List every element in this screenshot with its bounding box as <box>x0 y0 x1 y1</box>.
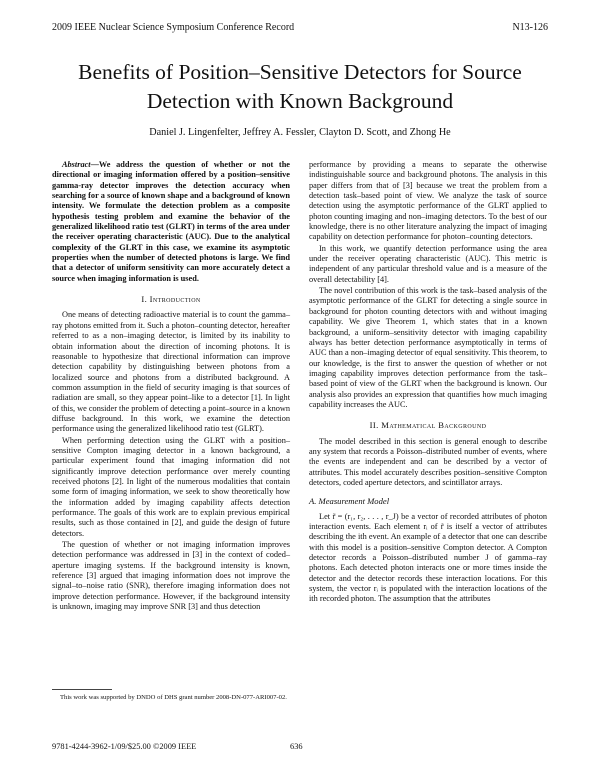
section-heading-math-background: II. Mathematical Background <box>369 420 487 431</box>
funding-footnote: This work was supported by DNDO of DHS grant number 2008-DN-077-ARI007-02. <box>60 694 287 701</box>
intro-paragraph-6: The novel contribution of this work is the task–based analysis of the asymptotic performance of the GLRT for detecting a single source in background for photon counting detectors with and without imaging capability. We give Theorem 1, which states that in a known background, a uniform–sensitivity detector with imaging capability always has better detection performance asymptotically in terms of AUC than a non–imaging detector of equal sensitivity. This theorem, to our knowledge, is the first to answer the question of whether or not imaging capability improves detection performance from the task–based point of view of the GLRT when the background is known. Our analysis also provides an expression that quantifies how much imaging capability increases the AUC. <box>309 286 547 409</box>
title-line-1: Benefits of Position–Sensitive Detectors for Source <box>78 60 522 84</box>
abstract <box>52 160 290 284</box>
paper-title <box>30 58 570 116</box>
intro-paragraph-1: One means of detecting radioactive material is to count the gamma–ray photons emitted from it. Such a photon–counting detector, hereafter referred to as a non–imaging detector, is limited by its inability to obtain information about the direction of incoming photons. It is reasonable to hypothesize that directional information can improve detection capability by distinguishing between photons from a localized source and photons from a distributed background. A common assumption in the field of security imaging is that sources of radiation are small, so they appear point–like to a detector [1]. In light of this, we consider the problem of detecting a point–source in a known diffuse background. In this work, we examine the detection performance using the generalized likelihood ratio test (GLRT). <box>52 310 291 434</box>
abstract-text: We address the question of whether or not the directional or imaging information offered by a position–sensitive gamma-ray detector improves the detection accuracy when searching for a source of known shape and a background of known intensity. We formulate the detection problem as a composite hypothesis testing problem and examine the behavior of the generalized likelihood ratio test (GLRT) in terms of the area under the receiver operating characteristic (AUC). Due to the analytical complexity of the GLRT in this case, we examine its asymptotic properties when the number of detected photons is large. We find that a detector of uniform sensitivity can more accurately detect a source when imaging information is used. <box>52 160 290 283</box>
intro-paragraph-5: In this work, we quantify detection performance using the area under the receiver operating characteristic (AUC). This metric is independent of any particular threshold value and is a measure of the overall detectability [4]. <box>309 243 547 284</box>
page-number: 636 <box>290 742 303 751</box>
conference-name: 2009 IEEE Nuclear Science Symposium Conference Record <box>52 22 295 33</box>
intro-paragraph-2: When performing detection using the GLRT with a position–sensitive Compton imaging detector in a known background, a particular experiment found that imaging information did not significantly improve detection performance over merely counting received photons [2]. In light of the numerous modalities that contain some form of imaging information, we seek to show theoretically how the information added by imaging capability affects detection performance. The goals of this work are to explain previous empirical results, such as those contained in [2], and guide the design of future detectors. <box>52 435 290 538</box>
title-line-2: Detection with Known Background <box>146 89 454 113</box>
abstract-lead: Abstract— <box>62 160 99 169</box>
running-header <box>52 22 548 33</box>
math-paragraph-2: Let r̃ = (r₁, r₂, . . . , r_J) be a vector of recorded attributes of photon interaction events. Each element rᵢ of r̃ is itself a vector of attributes describing the ith event. An example of a detector that one can describe with this model is a position–sensitive Compton detector. A Compton detector records a Poisson–distributed number J of gamma–ray photons. Each detected photon interacts one or more times inside the detector and the detector records these interaction locations. For this system, the vector rᵢ is populated with the interaction locations of the ith recorded photon. The assumption that the attributes <box>309 511 547 604</box>
right-column <box>309 160 547 605</box>
footnote-rule <box>52 689 112 690</box>
intro-paragraph-3: The question of whether or not imaging information improves detection performance was addressed in [3] in the context of coded–aperture imaging systems. If the background intensity is known, reference [3] argued that imaging information does not improve the signal–to–noise ratio (SNR), therefore imaging information does not improve detection performance. However, if the background intensity is unknown, imaging may improve SNR [3] and thus detection <box>52 540 290 612</box>
section-heading-introduction: I. Introduction <box>141 294 201 305</box>
isbn-copyright: 9781-4244-3962-1/09/$25.00 ©2009 IEEE <box>52 742 197 751</box>
intro-paragraph-4: performance by providing a means to separate the otherwise indistinguishable source and background photons. The analysis in this paper differs from that of [3] because we treat the problem from a detection task–based point of view. We analyze the task of source detection using the asymptotic performance of the GLRT applied to photon counting imaging and non–imaging detectors. To the best of our knowledge, there is no other literature analyzing the impact of imaging capability on detection performance for photon–counting detectors. <box>309 160 547 242</box>
paper-code: N13-126 <box>512 22 548 33</box>
math-paragraph-1: The model described in this section is general enough to describe any system that records a Poisson–distributed number of events, where the events are independent and can be described by a vector of attributes. This model accurately describes position–sensitive Compton detectors, coded aperture detectors, and scintillator arrays. <box>309 436 547 487</box>
subsection-heading-measurement-model: A. Measurement Model <box>309 496 390 507</box>
left-column <box>52 160 290 612</box>
author-list: Daniel J. Lingenfelter, Jeffrey A. Fessler, Clayton D. Scott, and Zhong He <box>149 127 451 138</box>
